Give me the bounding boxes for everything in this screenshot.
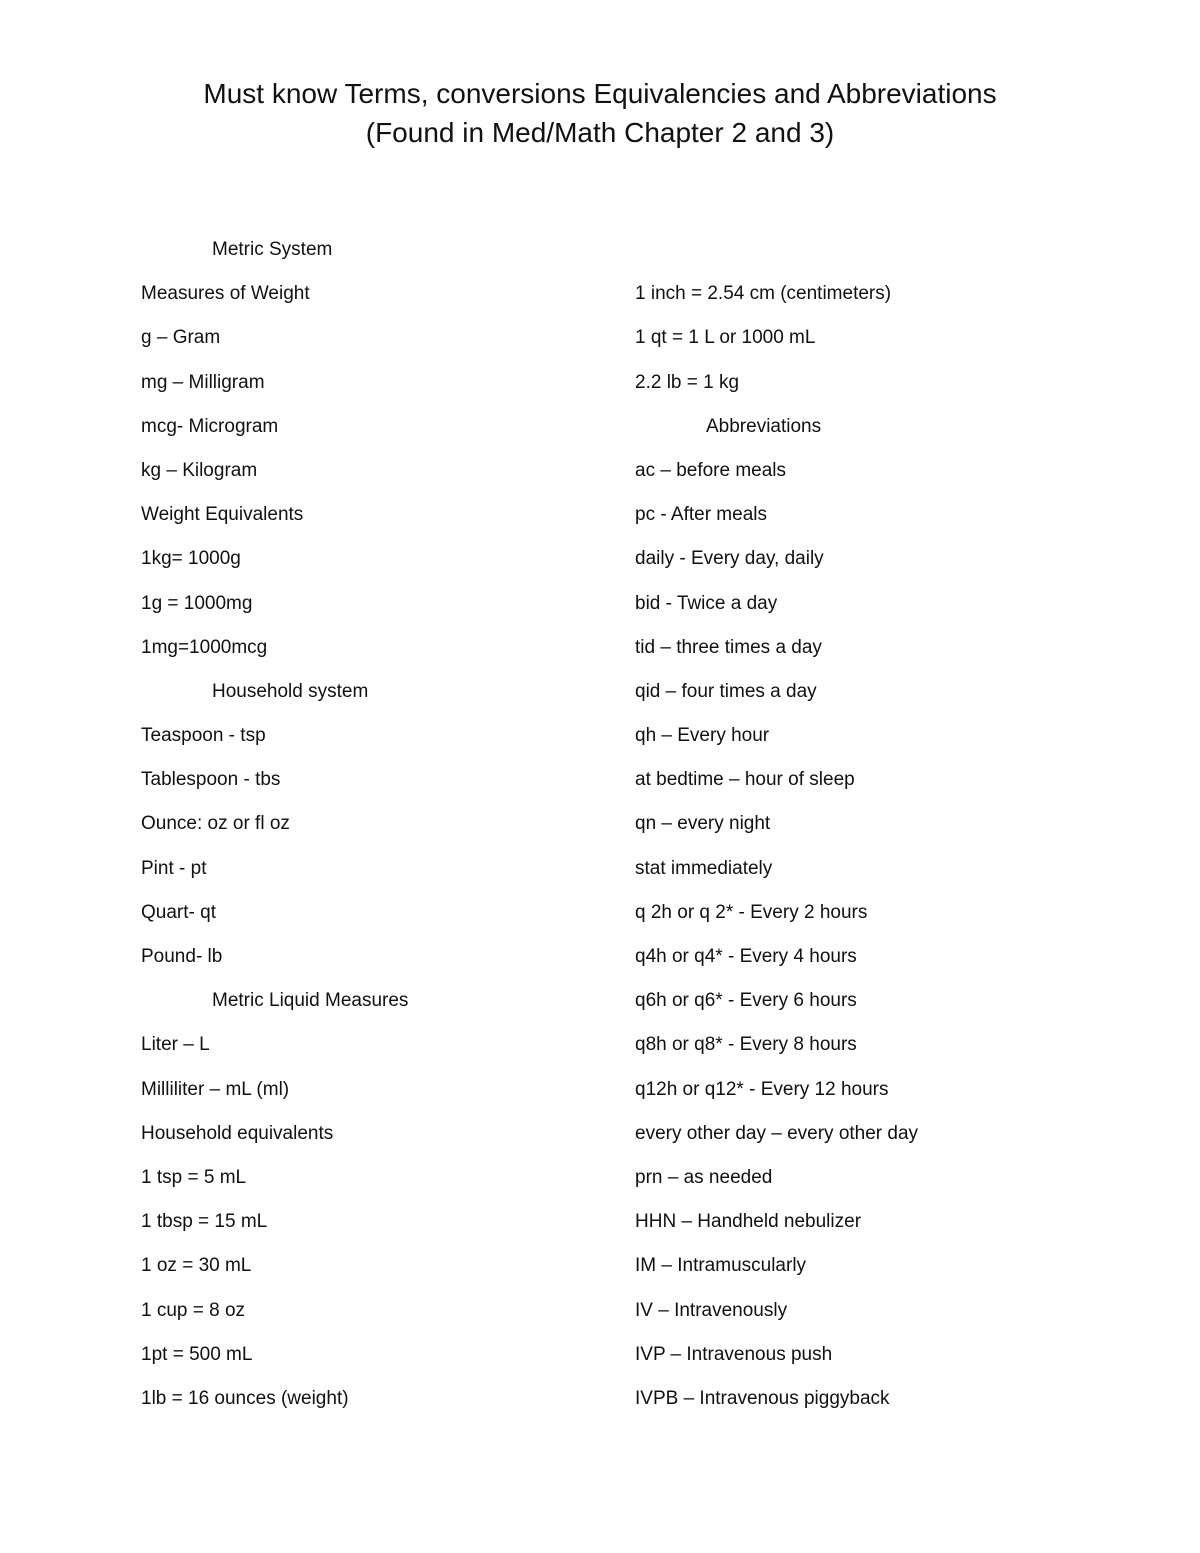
list-item: 1mg=1000mcg (141, 636, 268, 658)
list-item: bid - Twice a day (635, 592, 778, 614)
list-item: Tablespoon - tbs (141, 769, 281, 791)
list-item: g – Gram (141, 327, 221, 349)
list-item: IVPB – Intravenous piggyback (635, 1387, 890, 1409)
list-item: Quart- qt (141, 901, 216, 923)
list-item: q8h or q8* - Every 8 hours (635, 1034, 857, 1056)
section-heading: Abbreviations (706, 415, 822, 437)
list-item: Pint - pt (141, 857, 207, 879)
list-item: Ounce: oz or fl oz (141, 813, 290, 835)
list-item: 1 qt = 1 L or 1000 mL (635, 327, 816, 349)
list-item: Measures of Weight (141, 283, 310, 305)
list-item: Milliliter – mL (ml) (141, 1078, 290, 1100)
list-item: IVP – Intravenous push (635, 1343, 833, 1365)
list-item: 1pt = 500 mL (141, 1343, 253, 1365)
list-item: Weight Equivalents (141, 504, 304, 526)
list-item: Liter – L (141, 1034, 210, 1056)
list-item: qid – four times a day (635, 680, 817, 702)
document-title: Must know Terms, conversions Equivalencies and Abbreviations (203, 78, 997, 109)
document-subtitle: (Found in Med/Math Chapter 2 and 3) (365, 117, 835, 148)
list-item: mg – Milligram (141, 371, 265, 393)
list-item: 1kg= 1000g (141, 548, 241, 570)
list-item: q6h or q6* - Every 6 hours (635, 990, 857, 1012)
list-item: IV – Intravenously (635, 1299, 788, 1321)
list-item: daily - Every day, daily (635, 548, 824, 570)
list-item: mcg- Microgram (141, 415, 279, 437)
list-item: IM – Intramuscularly (635, 1255, 807, 1277)
left-column-list (141, 238, 581, 1431)
section-heading: Metric Liquid Measures (212, 990, 409, 1012)
list-item: 1 oz = 30 mL (141, 1255, 252, 1277)
list-item: 1 inch = 2.54 cm (centimeters) (635, 283, 892, 305)
list-item: Pound- lb (141, 946, 223, 967)
list-item: q4h or q4* - Every 4 hours (635, 946, 857, 967)
list-item: q12h or q12* - Every 12 hours (635, 1078, 889, 1100)
list-item: Household equivalents (141, 1122, 334, 1144)
list-item: 1g = 1000mg (141, 592, 253, 614)
list-item: tid – three times a day (635, 636, 822, 658)
list-item: 1 tbsp = 15 mL (141, 1211, 268, 1233)
list-item: pc - After meals (635, 504, 767, 526)
list-item: ac – before meals (635, 459, 787, 481)
list-item (635, 238, 1155, 282)
section-heading: Household system (212, 680, 369, 702)
list-item: qh – Every hour (635, 725, 770, 747)
list-item: qn – every night (635, 813, 771, 835)
list-item: q 2h or q 2* - Every 2 hours (635, 901, 868, 923)
right-column-list (635, 238, 1155, 1431)
list-item: 1 cup = 8 oz (141, 1299, 246, 1321)
section-heading: Metric System (212, 239, 333, 260)
list-item: 2.2 lb = 1 kg (635, 371, 740, 393)
list-item: Teaspoon - tsp (141, 725, 266, 747)
list-item: stat immediately (635, 857, 773, 879)
list-item: prn – as needed (635, 1166, 773, 1188)
list-item: at bedtime – hour of sleep (635, 769, 855, 791)
list-item: 1 tsp = 5 mL (141, 1166, 247, 1188)
list-item: every other day – every other day (635, 1122, 919, 1144)
list-item: 1lb = 16 ounces (weight) (141, 1387, 349, 1409)
list-item: kg – Kilogram (141, 459, 258, 481)
list-item: HHN – Handheld nebulizer (635, 1211, 862, 1233)
